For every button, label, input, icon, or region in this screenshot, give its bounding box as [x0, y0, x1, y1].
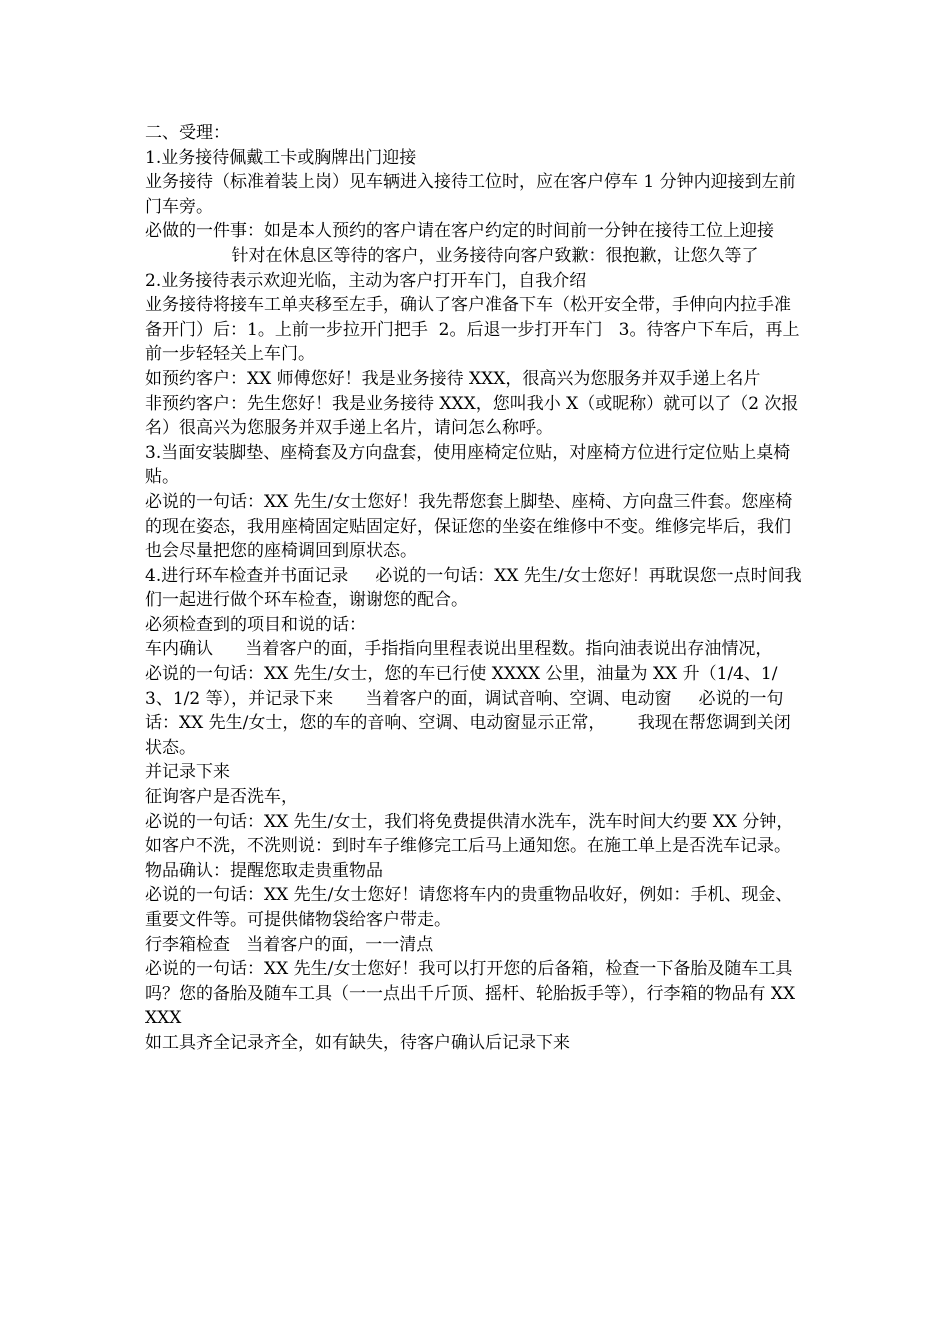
paragraph: 如预约客户：XX 师傅您好！我是业务接待 XXX，很高兴为您服务并双手递上名片: [145, 368, 761, 389]
paragraph: 车内确认 当着客户的面，手指指向里程表说出里程数。指向油表说出存油情况，: [145, 639, 773, 660]
document-body: [145, 121, 805, 1056]
paragraph: 必说的一句话：XX 先生/女士您好！我先帮您套上脚垫、座椅、方向盘三件套。您座椅的现在姿态，我用座椅固定贴固定好，保证您的坐姿在维修中不变。维修完毕后，我们也会尽量把您的座椅调回到原状态。: [145, 491, 793, 562]
paragraph: 必做的一件事：如是本人预约的客户请在客户约定的时间前一分钟在接待工位上迎接: [145, 221, 774, 242]
paragraph: 业务接待将接车工单夹移至左手，确认了客户准备下车（松开安全带，手伸向内拉手准备开门）后：1。上前一步拉开门把手 2。后退一步打开车门 3。待客户下车后，再上前一步轻轻关上车门。: [145, 295, 800, 365]
paragraph: 针对在休息区等待的客户，业务接待向客户致歉：很抱歉，让您久等了: [145, 245, 759, 266]
paragraph: 必说的一句话：XX 先生/女士，您的车已行使 XXXX 公里，油量为 XX 升（1/4、1/3、1/2 等），并记录下来 当着客户的面，调试音响、空调、电动窗 必说的一句话：XX 先生/女士，您的车的音响、空调、电动窗显示正常， 我现在帮您调到关闭状态。: [145, 664, 791, 758]
paragraph: 并记录下来: [145, 762, 230, 783]
paragraph: 必说的一句话：XX 先生/女士您好！我可以打开您的后备箱，检查一下备胎及随车工具吗？您的备胎及随车工具（一一点出千斤顶、摇杆、轮胎扳手等），行李箱的物品有 XXXXX: [145, 959, 796, 1029]
paragraph: 物品确认：提醒您取走贵重物品: [145, 860, 383, 881]
paragraph: 业务接待（标准着装上岗）见车辆进入接待工位时，应在客户停车 1 分钟内迎接到左前门车旁。: [145, 172, 796, 217]
step-heading-4: 4.进行环车检查并书面记录 必说的一句话：XX 先生/女士您好！再耽误您一点时间我们一起进行做个环车检查，谢谢您的配合。: [145, 565, 802, 611]
step-heading-3: 3.当面安装脚垫、座椅套及方向盘套，使用座椅定位贴，对座椅方位进行定位贴上桌椅贴。: [145, 442, 791, 488]
step-heading-2: 2.业务接待表示欢迎光临，主动为客户打开车门，自我介绍: [145, 270, 587, 291]
paragraph: 如工具齐全记录齐全，如有缺失，待客户确认后记录下来: [145, 1032, 570, 1053]
step-heading-1: 1.业务接待佩戴工卡或胸牌出门迎接: [145, 147, 417, 168]
paragraph: 行李箱检查 当着客户的面，一一清点: [145, 934, 434, 955]
section-heading: 二、受理：: [145, 123, 230, 143]
paragraph: 非预约客户：先生您好！我是业务接待 XXX，您叫我小 X（或昵称）就可以了（2 次报名）很高兴为您服务并双手递上名片，请问怎么称呼。: [145, 393, 799, 439]
paragraph: 必须检查到的项目和说的话：: [145, 614, 366, 635]
paragraph: 必说的一句话：XX 先生/女士您好！请您将车内的贵重物品收好，例如：手机、现金、重要文件等。可提供储物袋给客户带走。: [145, 885, 793, 930]
paragraph: 必说的一句话：XX 先生/女士，我们将免费提供清水洗车，洗车时间大约要 XX 分钟，如客户不洗，不洗则说：到时车子维修完工后马上通知您。在施工单上是否洗车记录。: [145, 811, 794, 857]
paragraph: 征询客户是否洗车，: [145, 787, 298, 808]
